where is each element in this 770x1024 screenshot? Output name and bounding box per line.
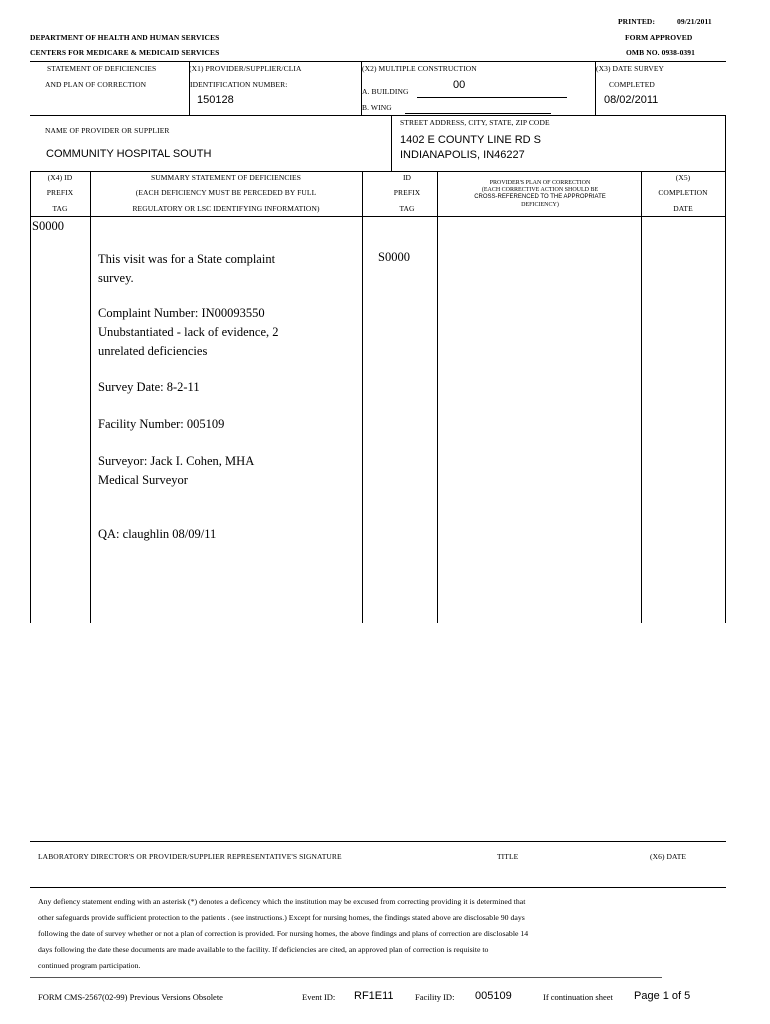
entry-paragraph-surveyor: [98, 452, 254, 490]
signature-label: LABORATORY DIRECTOR'S OR PROVIDER/SUPPLIER REPRESENTATIVE'S SIGNATURE: [38, 852, 342, 861]
rule-top: [30, 61, 726, 62]
form-number: FORM CMS-2567(02-99) Previous Versions Obsolete: [38, 992, 223, 1002]
x4-label-line2: PREFIX: [46, 188, 74, 197]
building-underline: [417, 97, 567, 98]
title-label: TITLE: [497, 852, 519, 861]
entry-line: Medical Surveyor: [98, 473, 188, 487]
facility-id-label: Facility ID:: [415, 992, 455, 1002]
rule-notice-bottom: [30, 977, 662, 978]
x4-label-line1: (X4) ID: [47, 173, 73, 182]
x4-label-line3: TAG: [52, 204, 68, 213]
col-rule-3: [437, 171, 438, 623]
department-name: DEPARTMENT OF HEALTH AND HUMAN SERVICES: [30, 33, 220, 42]
col-rule-right: [725, 171, 726, 623]
provider-number: 150128: [197, 94, 234, 106]
x2-label: (X2) MULTIPLE CONSTRUCTION: [362, 64, 477, 73]
disclosure-notice: [38, 894, 723, 974]
provider-name-label: NAME OF PROVIDER OR SUPPLIER: [45, 126, 170, 135]
wing-underline: [405, 113, 551, 114]
entry-line: survey.: [98, 271, 134, 285]
printed-date: 09/21/2011: [677, 17, 712, 26]
notice-line: continued program participation.: [38, 961, 141, 970]
x5-label-line2: COMPLETION: [658, 188, 708, 197]
omb-number: OMB NO. 0938-0391: [626, 48, 695, 57]
rule-signature-top: [30, 841, 726, 842]
x5-label-line3: DATE: [673, 204, 693, 213]
col-rule-4: [641, 171, 642, 623]
centers-name: CENTERS FOR MEDICARE & MEDICAID SERVICES: [30, 48, 220, 57]
continuation-label: If continuation sheet: [543, 992, 613, 1002]
page-number: Page 1 of 5: [634, 990, 691, 1002]
summary-label-line1: SUMMARY STATEMENT OF DEFICIENCIES: [150, 173, 301, 182]
form-approved: FORM APPROVED: [625, 33, 693, 42]
entry-line: unrelated deficiencies: [98, 344, 208, 358]
event-id: RF1E11: [354, 990, 394, 1002]
plan-label-line2: (EACH CORRECTIVE ACTION SHOULD BE: [481, 187, 599, 193]
id-label-line3: TAG: [399, 204, 415, 213]
printed-label: PRINTED:: [618, 17, 656, 26]
x1-label-line2: IDENTIFICATION NUMBER:: [190, 80, 288, 89]
date-label: (X6) DATE: [650, 852, 687, 861]
facility-id: 005109: [475, 990, 512, 1002]
rule-box2-right: [725, 115, 726, 171]
entry-qa: QA: claughlin 08/09/11: [98, 527, 217, 541]
event-id-label: Event ID:: [302, 992, 336, 1002]
x3-label-line1: (X3) DATE SURVEY: [596, 64, 665, 73]
entry-facility-number: Facility Number: 005109: [98, 417, 225, 431]
rule-colhead-bottom: [30, 216, 726, 217]
plan-label-line1: PROVIDER'S PLAN OF CORRECTION: [489, 180, 591, 186]
summary-label-line3: REGULATORY OR LSC IDENTIFYING INFORMATION): [132, 204, 320, 213]
rule-box2-top: [30, 115, 726, 116]
summary-label-line2: (EACH DEFICIENCY MUST BE PERCEDED BY FULL: [135, 188, 317, 197]
notice-line: following the date of survey whether or not a plan of correction is provided. For nursing homes, the above findings and plans of correction are disclosable 14: [38, 929, 529, 938]
survey-completed-date: 08/02/2011: [604, 94, 659, 106]
plan-label-line3: CROSS-REFERENCED TO THE APPROPRIATE: [474, 194, 606, 200]
tag-right: S0000: [378, 250, 410, 264]
entry-line: This visit was for a State complaint: [98, 252, 276, 266]
rule-box2-v: [391, 115, 392, 171]
id-label-line2: PREFIX: [393, 188, 421, 197]
statement-label-line2: AND PLAN OF CORRECTION: [45, 80, 147, 89]
rule-signature-bottom: [30, 887, 726, 888]
entry-survey-date: Survey Date: 8-2-11: [98, 380, 200, 394]
address-line2: INDIANAPOLIS, IN46227: [400, 149, 525, 161]
entry-paragraph-complaint: [98, 304, 279, 361]
entry-line: Surveyor: Jack I. Cohen, MHA: [98, 454, 255, 468]
x1-label-line1: (X1) PROVIDER/SUPPLIER/CLIA: [189, 64, 302, 73]
x3-label-line2: COMPLETED: [609, 80, 655, 89]
col-rule-1: [90, 171, 91, 623]
entry-line: Unubstantiated - lack of evidence, 2: [98, 325, 279, 339]
notice-line: days following the date these documents are made available to the facility. If deficiencies are cited, an approved plan of correction is requisite to: [38, 945, 489, 954]
wing-label: B. WING: [362, 103, 392, 112]
notice-line: other safeguards provide sufficient protection to the patients . (see instructions.) Except for nursing homes, the findings stated above are disclosable 90 days: [38, 913, 525, 922]
entry-line: Complaint Number: IN00093550: [98, 306, 265, 320]
building-value: 00: [453, 79, 466, 91]
statement-label-line1: STATEMENT OF DEFICIENCIES: [47, 64, 157, 73]
building-label: A. BUILDING: [362, 87, 409, 96]
notice-line: Any defiency statement ending with an asterisk (*) denotes a deficency which the institution may be excused from correcting providing it is determined that: [38, 897, 526, 906]
tag-left: S0000: [32, 219, 64, 233]
x5-label-line1: (X5): [675, 173, 691, 182]
col-rule-left: [30, 171, 31, 623]
address-label: STREET ADDRESS, CITY, STATE, ZIP CODE: [400, 118, 550, 127]
rule-colhead-top: [30, 171, 726, 172]
plan-label-line4: DEFICIENCY): [521, 202, 559, 208]
provider-name: COMMUNITY HOSPITAL SOUTH: [46, 148, 212, 160]
col-rule-2: [362, 171, 363, 623]
entry-paragraph-visit: [98, 250, 275, 288]
address-line1: 1402 E COUNTY LINE RD S: [400, 134, 542, 146]
id-label-line1: ID: [402, 173, 412, 182]
